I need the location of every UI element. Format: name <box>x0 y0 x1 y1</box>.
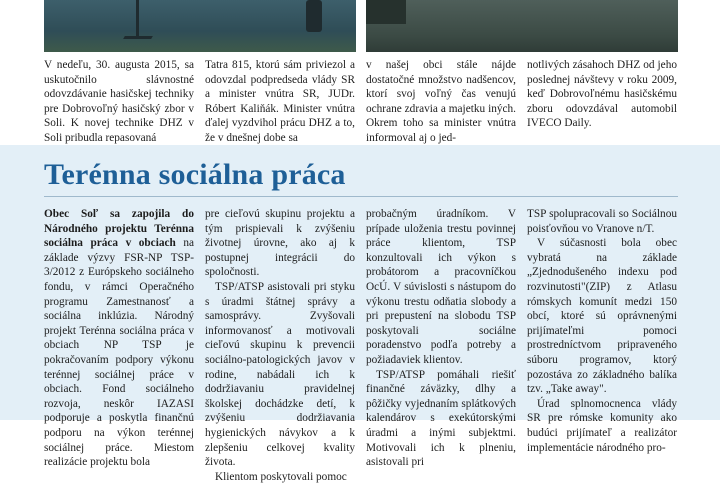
top-column-4-text: notlivých zásahoch DHZ od jeho poslednej návštevy v roku 2009, keď Dobrovoľnému hasičskému zboru odovzdával automobil IVECO Daily. <box>527 59 677 130</box>
top-column-1-text: V nedeľu, 30. augusta 2015, sa uskutočnilo slávnostné odovzdávanie hasičskej techniky pre Dobrovoľný hasičský zbor v Soli. K novej technike DHZ v Soli pribudla repasovaná <box>44 59 194 144</box>
article-lead: Obec Soľ sa zapojila do Národného projektu Terénna sociálna práca v obciach <box>44 208 194 250</box>
top-column-4 <box>527 58 677 140</box>
top-column-1 <box>44 58 194 144</box>
article-column-3-paragraph-1: probačným úradníkom. V prípade uloženia trestu povinnej práce klientom, TSP konzultovali ich výkon s probátorom a pracovníčkou OcÚ. V súvislosti s nástupom do výkonu trestu odňatia slobody a pri prepustení na slobodu TSP poskytovali sociálne poradenstvo podľa potreby a požiadaviek klientov. <box>366 208 516 366</box>
article-column-2-paragraph-2: TSP/ATSP asistovali pri styku s úradmi štátnej správy a samosprávy. Zvyšovali informovanosť a motivovali cieľovú skupinu k prevencii sociálno-patologických javov v rodine, nabádali ich k dodržiavaniu pravidelnej školskej dochádzke detí, k zvýšeniu dodržiavania hygienických návykov a k zlepšeniu celkovej kvality života. <box>205 280 355 469</box>
article-column-3 <box>366 207 516 469</box>
article-column-2-paragraph-3: Klientom poskytovali pomoc <box>215 470 347 483</box>
article-column-1-paragraph <box>44 207 194 470</box>
article-column-4-paragraph-3: Úrad splnomocnenca vlády SR pre rómske komunity ako budúci prijímateľ a realizátor implementácie národného pro- <box>527 397 677 454</box>
top-column-3 <box>366 58 516 144</box>
article-column-1 <box>44 207 194 469</box>
article-column-1-text: na základe výzvy FSR-NP TSP-3/2012 z Európskeho sociálneho fondu, v rámci Operačného programu Zamestnanosť a sociálna inklúzia. Národný projekt Terénna sociálna práca v obciach NP TSP je pokračovaním podpory výkonu terénnej sociálnej práce v obciach. Fond sociálneho rozvoja, neskôr IAZASI podporuje a poskytla finančnú podporu na výkon terénnej sociálnej práce. Miestom realizácie projektu bola <box>44 237 194 469</box>
top-column-3-text: v našej obci stále nájde dostatočné množstvo nadšencov, ktorí svoj voľný čas venujú ochrane zdravia a majetku iných. Okrem toho sa minister vnútra informoval aj o jed- <box>366 59 516 144</box>
article-column-4-paragraph-1: TSP spolupracovali so Sociálnou poisťovňou vo Vranove n/T. <box>527 208 677 235</box>
photo-figure <box>306 0 322 32</box>
photo-stand <box>123 36 153 39</box>
article-column-2-paragraph-1: pre cieľovú skupinu projektu a tým prispievali k zvýšeniu životnej úrovne, ako aj k postupnej integrácii do spoločnosti. <box>205 208 355 279</box>
firefighter-ceremony-photo-right <box>366 0 678 52</box>
article-column-4-paragraph-2: V súčasnosti bola obec vybratá na základe „Zjednodušeného indexu pod rozvinutosti"(ZIP) z Atlasu rómskych komunít medzi 150 obcí, ktoré sú oprávnenými prijímateľmi pomoci prostredníctvom pripraveného súboru programov, ktorý pozostáva zo základného balíka tzv. „Take away". <box>527 237 677 396</box>
title-rule <box>44 196 678 197</box>
article-title: Terénna sociálna práca <box>44 158 346 191</box>
article-column-4 <box>527 207 677 454</box>
top-column-2 <box>205 58 355 144</box>
top-column-2-text: Tatra 815, ktorú sám priviezol a odovzdal podpredseda vlády SR a minister vnútra SR, JUDr. Róbert Kaliňák. Minister vnútra ďalej vyzdvihol prácu DHZ a to, že v dnešnej dobe sa <box>205 59 355 144</box>
photo-pole <box>136 0 139 38</box>
photo-figure-left <box>366 0 406 24</box>
photo-strip <box>0 0 720 52</box>
article-column-3-paragraph-2: TSP/ATSP pomáhali riešiť finančné záväzky, dlhy a pôžičky vyjednaním splátkových kalendárov s exekútorskými úradmi a inými subjektmi. Motivovali ich k plneniu, asistovali pri <box>366 368 516 469</box>
article-column-2 <box>205 207 355 483</box>
firefighter-ceremony-photo-left <box>44 0 356 52</box>
